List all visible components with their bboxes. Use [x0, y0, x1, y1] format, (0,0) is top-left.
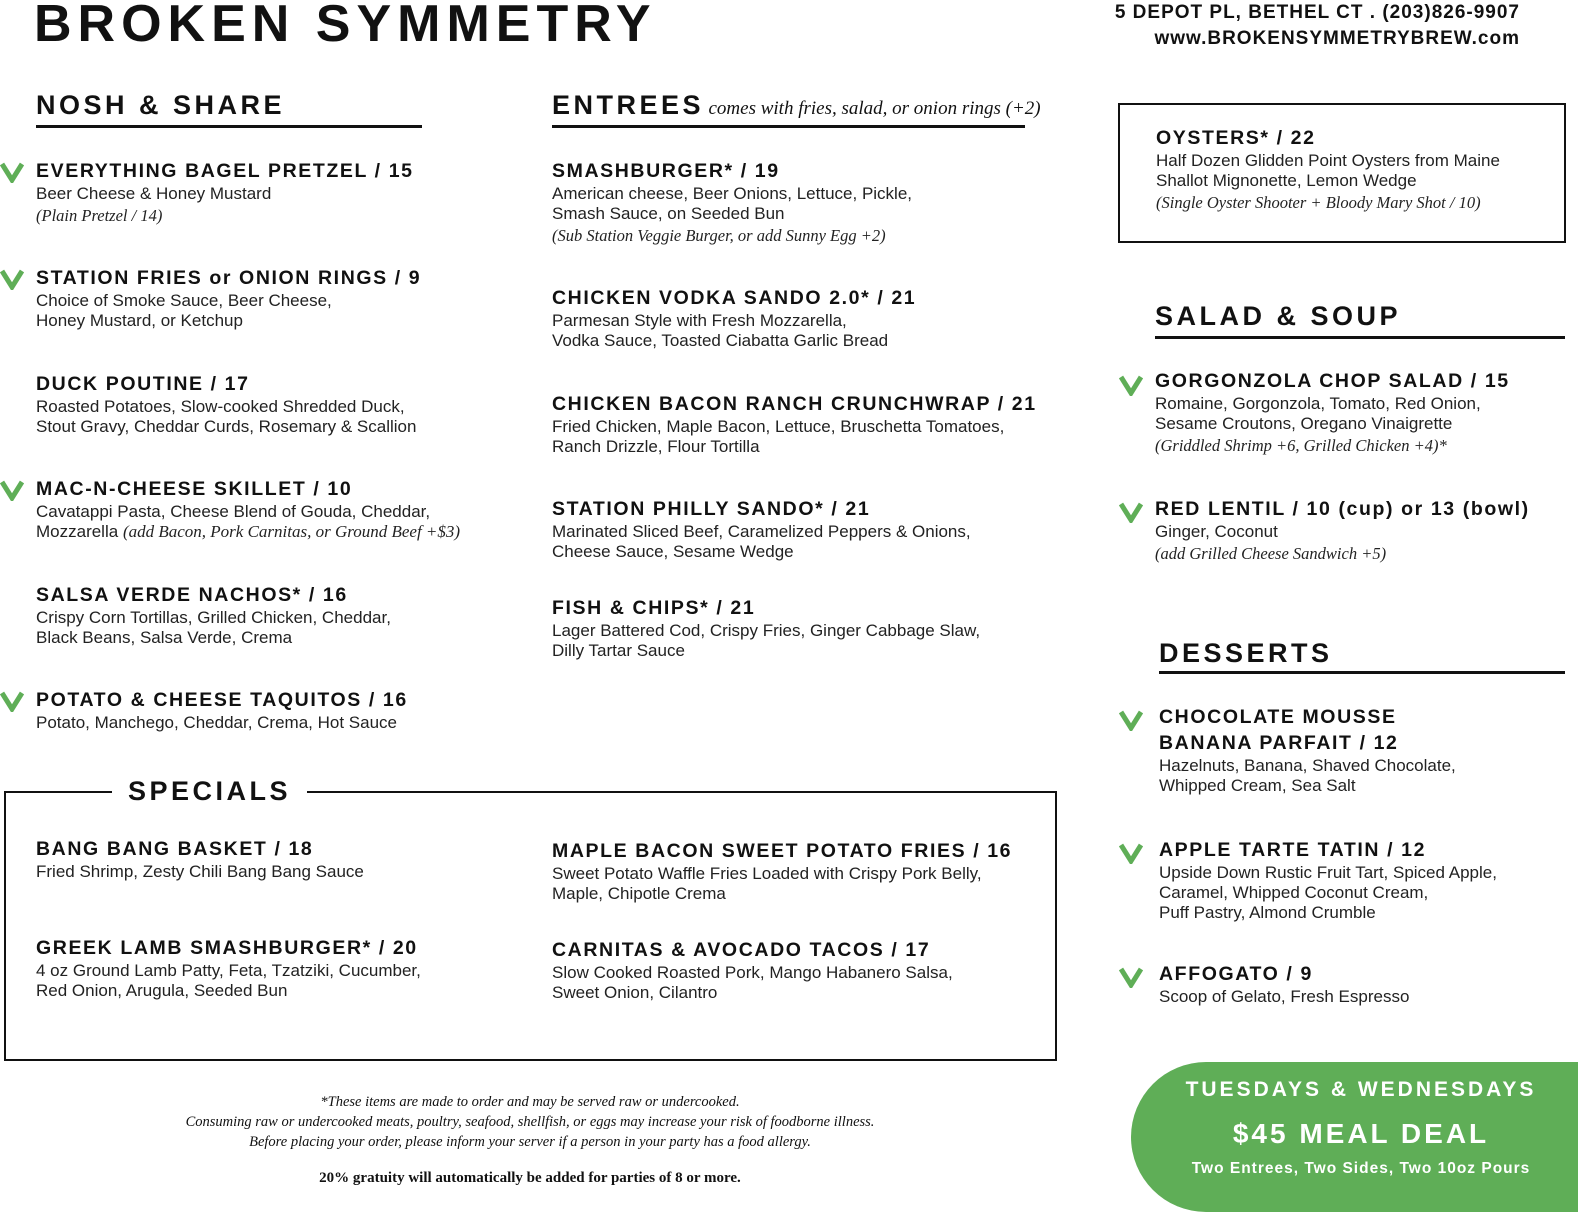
vegetarian-check-icon: [0, 479, 24, 501]
disclaimer-line: *These items are made to order and may be served raw or undercooked.: [320, 1094, 740, 1110]
address-line: 5 DEPOT PL, BETHEL CT . (203)826-9907: [1114, 2, 1520, 23]
menu-item-nachos: [36, 582, 556, 648]
item-name: CARNITAS & AVOCADO TACOS / 17: [552, 939, 931, 961]
item-desc: Fried Chicken, Maple Bacon, Lettuce, Bruschetta Tomatoes,: [552, 417, 1005, 436]
menu-item-taquitos: [36, 687, 556, 733]
item-desc: Dilly Tartar Sauce: [552, 641, 685, 660]
item-name: APPLE TARTE TATIN / 12: [1159, 839, 1427, 861]
item-desc: Puff Pastry, Almond Crumble: [1159, 903, 1376, 922]
item-desc: Potato, Manchego, Cheddar, Crema, Hot Sauce: [36, 713, 397, 732]
item-desc: Shallot Mignonette, Lemon Wedge: [1156, 171, 1417, 190]
brand-title: BROKEN SYMMETRY: [34, 0, 657, 53]
item-note: (Plain Pretzel / 14): [36, 206, 163, 225]
menu-item-tarte-tatin: [1159, 837, 1559, 923]
item-name: BANANA PARFAIT / 12: [1159, 732, 1399, 754]
item-desc: Stout Gravy, Cheddar Curds, Rosemary & Scallion: [36, 417, 417, 436]
item-desc: Crispy Corn Tortillas, Grilled Chicken, Cheddar,: [36, 608, 391, 627]
menu-item-crunchwrap: [552, 391, 1072, 457]
item-name: CHOCOLATE MOUSSE: [1159, 706, 1397, 728]
item-name: POTATO & CHEESE TAQUITOS / 16: [36, 689, 408, 711]
menu-item-affogato: [1159, 961, 1559, 1007]
item-name: SMASHBURGER* / 19: [552, 160, 780, 182]
meal-deal-banner: [1131, 1062, 1578, 1212]
item-desc: Cavatappi Pasta, Cheese Blend of Gouda, Cheddar,: [36, 502, 431, 521]
item-desc: Red Onion, Arugula, Seeded Bun: [36, 981, 288, 1000]
item-desc: Half Dozen Glidden Point Oysters from Maine: [1156, 151, 1500, 170]
item-name: OYSTERS* / 22: [1156, 127, 1316, 149]
item-desc: Parmesan Style with Fresh Mozzarella,: [552, 311, 847, 330]
nosh-divider: [36, 125, 422, 128]
contact-info: [1115, 0, 1520, 52]
item-note: (Single Oyster Shooter + Bloody Mary Shot / 10): [1156, 193, 1481, 212]
disclaimer-line: Consuming raw or undercooked meats, poultry, seafood, shellfish, or eggs may increase your risk of foodborne illness.: [185, 1114, 875, 1130]
specials-box: [4, 791, 1057, 1061]
menu-item-mac-n-cheese: [36, 476, 516, 542]
item-desc: Beer Cheese & Honey Mustard: [36, 184, 272, 203]
item-name: MAC-N-CHEESE SKILLET / 10: [36, 478, 353, 500]
item-desc: Choice of Smoke Sauce, Beer Cheese,: [36, 291, 332, 310]
item-note: (Griddled Shrimp +6, Grilled Chicken +4)*: [1155, 436, 1447, 455]
item-desc: Scoop of Gelato, Fresh Espresso: [1159, 987, 1410, 1006]
menu-item-red-lentil: [1155, 496, 1565, 566]
entrees-section-title: ENTREES: [552, 90, 705, 120]
item-desc: Black Beans, Salsa Verde, Crema: [36, 628, 293, 647]
item-desc: Marinated Sliced Beef, Caramelized Peppers & Onions,: [552, 522, 971, 541]
item-note: (add Grilled Cheese Sandwich +5): [1155, 544, 1387, 563]
menu-item-vodka-sando: [552, 285, 1072, 351]
item-desc: Romaine, Gorgonzola, Tomato, Red Onion,: [1155, 394, 1481, 413]
salad-section-title: SALAD & SOUP: [1155, 301, 1402, 331]
item-desc: Mozzarella: [36, 522, 119, 541]
menu-item-fries: [36, 265, 556, 331]
specials-section-title: SPECIALS: [112, 776, 307, 807]
special-carnitas-tacos: [552, 937, 1042, 1003]
entrees-subtitle: comes with fries, salad, or onion rings (+2): [708, 98, 1041, 119]
item-name: CHICKEN BACON RANCH CRUNCHWRAP / 21: [552, 393, 1037, 415]
item-name: AFFOGATO / 9: [1159, 963, 1313, 985]
item-desc: Upside Down Rustic Fruit Tart, Spiced Apple,: [1159, 863, 1497, 882]
item-desc: Vodka Sauce, Toasted Ciabatta Garlic Bread: [552, 331, 889, 350]
special-bang-bang: [36, 836, 556, 882]
item-desc: Fried Shrimp, Zesty Chili Bang Bang Sauce: [36, 862, 364, 881]
item-desc: Sesame Croutons, Oregano Vinaigrette: [1155, 414, 1453, 433]
item-addon-note: (add Bacon, Pork Carnitas, or Ground Beef +$3): [122, 522, 461, 541]
website-link[interactable]: www.BROKENSYMMETRYBREW.com: [1154, 28, 1520, 49]
item-name: GREEK LAMB SMASHBURGER* / 20: [36, 937, 418, 959]
vegetarian-check-icon: [1119, 374, 1143, 396]
item-desc: Ranch Drizzle, Flour Tortilla: [552, 437, 760, 456]
vegetarian-check-icon: [1119, 709, 1143, 731]
deal-headline: $45 MEAL DEAL: [1232, 1118, 1490, 1149]
item-name: BANG BANG BASKET / 18: [36, 838, 314, 860]
item-name: STATION PHILLY SANDO* / 21: [552, 498, 871, 520]
item-desc: Whipped Cream, Sea Salt: [1159, 776, 1356, 795]
item-desc: Ginger, Coconut: [1155, 522, 1278, 541]
disclaimer-line: Before placing your order, please inform your server if a person in your party has a food allergy.: [249, 1134, 811, 1150]
menu-item-smashburger: [552, 158, 1072, 248]
item-desc: Hazelnuts, Banana, Shaved Chocolate,: [1159, 756, 1456, 775]
item-name: FISH & CHIPS* / 21: [552, 597, 756, 619]
vegetarian-check-icon: [0, 690, 24, 712]
menu-item-fish-chips: [552, 595, 1072, 661]
item-name: CHICKEN VODKA SANDO 2.0* / 21: [552, 287, 917, 309]
item-note: (Sub Station Veggie Burger, or add Sunny Egg +2): [552, 226, 886, 245]
item-desc: Slow Cooked Roasted Pork, Mango Habanero Salsa,: [552, 963, 953, 982]
desserts-section-title: DESSERTS: [1159, 638, 1333, 668]
item-desc: Smash Sauce, on Seeded Bun: [552, 204, 785, 223]
item-desc: Cheese Sauce, Sesame Wedge: [552, 542, 794, 561]
item-desc: Sweet Potato Waffle Fries Loaded with Crispy Pork Belly,: [552, 864, 982, 883]
menu-item-chop-salad: [1155, 368, 1565, 458]
item-desc: Lager Battered Cod, Crispy Fries, Ginger Cabbage Slaw,: [552, 621, 981, 640]
deal-detail: Two Entrees, Two Sides, Two 10oz Pours: [1191, 1160, 1531, 1177]
item-desc: Sweet Onion, Cilantro: [552, 983, 718, 1002]
menu-item-pretzel: [36, 158, 556, 228]
item-desc: American cheese, Beer Onions, Lettuce, Pickle,: [552, 184, 913, 203]
item-name: MAPLE BACON SWEET POTATO FRIES / 16: [552, 840, 1013, 862]
salad-divider: [1155, 336, 1565, 339]
item-name: RED LENTIL / 10 (cup) or 13 (bowl): [1155, 498, 1530, 520]
item-name: DUCK POUTINE / 17: [36, 373, 250, 395]
deal-days: TUESDAYS & WEDNESDAYS: [1185, 1078, 1537, 1101]
item-name: GORGONZOLA CHOP SALAD / 15: [1155, 370, 1510, 392]
desserts-divider: [1159, 671, 1565, 674]
vegetarian-check-icon: [1119, 842, 1143, 864]
item-desc: Caramel, Whipped Coconut Cream,: [1159, 883, 1429, 902]
menu-item-oysters: [1156, 125, 1556, 215]
nosh-section-title: NOSH & SHARE: [36, 90, 286, 120]
special-sweet-potato-fries: [552, 838, 1042, 904]
item-desc: Maple, Chipotle Crema: [552, 884, 726, 903]
raw-food-disclaimer: [80, 1092, 980, 1152]
item-name: STATION FRIES or ONION RINGS / 9: [36, 267, 422, 289]
vegetarian-check-icon: [1119, 966, 1143, 988]
item-desc: Honey Mustard, or Ketchup: [36, 311, 243, 330]
entrees-divider: [552, 125, 1025, 128]
vegetarian-check-icon: [1119, 501, 1143, 523]
item-name: SALSA VERDE NACHOS* / 16: [36, 584, 348, 606]
special-lamb-burger: [36, 935, 556, 1001]
vegetarian-check-icon: [0, 268, 24, 290]
menu-item-philly-sando: [552, 496, 1072, 562]
item-desc: Roasted Potatoes, Slow-cooked Shredded Duck,: [36, 397, 405, 416]
entrees-header: [552, 90, 1041, 121]
item-desc: 4 oz Ground Lamb Patty, Feta, Tzatziki, Cucumber,: [36, 961, 421, 980]
gratuity-note: 20% gratuity will automatically be added for parties of 8 or more.: [319, 1170, 741, 1186]
vegetarian-check-icon: [0, 161, 24, 183]
menu-item-mousse: [1159, 704, 1559, 796]
item-name: EVERYTHING BAGEL PRETZEL / 15: [36, 160, 414, 182]
menu-item-poutine: [36, 371, 556, 437]
